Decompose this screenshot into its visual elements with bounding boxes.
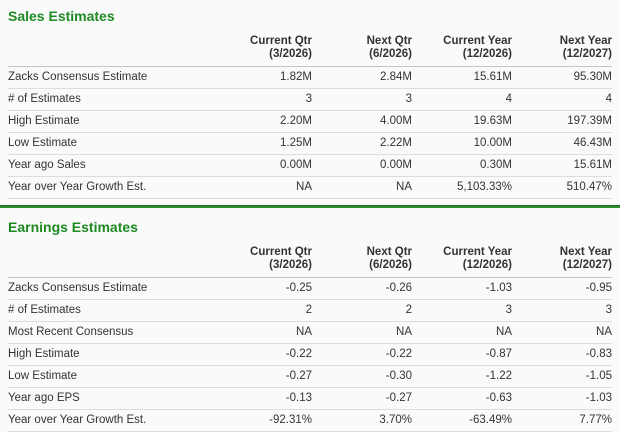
column-period-label: Current Year bbox=[443, 35, 512, 47]
column-period-label: Current Year bbox=[443, 246, 512, 258]
row-label: Zacks Consensus Estimate bbox=[8, 67, 212, 89]
cell-value: NA bbox=[512, 322, 612, 344]
table-row bbox=[8, 133, 612, 155]
column-date-label: (12/2026) bbox=[462, 259, 512, 271]
cell-value: 4 bbox=[412, 89, 512, 111]
cell-value: 5,103.33% bbox=[412, 177, 512, 199]
earnings-estimates-table bbox=[8, 244, 612, 432]
cell-value: -0.27 bbox=[312, 388, 412, 410]
table-row bbox=[8, 177, 612, 199]
cell-value: 19.63M bbox=[412, 111, 512, 133]
earnings-estimates-title: Earnings Estimates bbox=[8, 219, 138, 235]
cell-value: -0.95 bbox=[512, 278, 612, 300]
row-label: # of Estimates bbox=[8, 300, 212, 322]
cell-value: -92.31% bbox=[212, 410, 312, 432]
column-header bbox=[212, 244, 312, 278]
column-header bbox=[512, 244, 612, 278]
cell-value: -0.30 bbox=[312, 366, 412, 388]
cell-value: 2.22M bbox=[312, 133, 412, 155]
row-label: High Estimate bbox=[8, 344, 212, 366]
cell-value: 3 bbox=[512, 300, 612, 322]
table-row bbox=[8, 67, 612, 89]
column-period-label: Current Qtr bbox=[250, 246, 312, 258]
column-date-label: (12/2026) bbox=[462, 48, 512, 60]
cell-value: 2.20M bbox=[212, 111, 312, 133]
row-label: Year over Year Growth Est. bbox=[8, 177, 212, 199]
table-row bbox=[8, 155, 612, 177]
cell-value: -1.03 bbox=[412, 278, 512, 300]
header-corner-cell bbox=[8, 33, 212, 67]
table-body bbox=[8, 67, 612, 199]
cell-value: 4 bbox=[512, 89, 612, 111]
table-row bbox=[8, 300, 612, 322]
cell-value: 2 bbox=[312, 300, 412, 322]
earnings-estimates-section bbox=[8, 219, 612, 432]
cell-value: -0.27 bbox=[212, 366, 312, 388]
row-label: Year over Year Growth Est. bbox=[8, 410, 212, 432]
cell-value: 3 bbox=[312, 89, 412, 111]
sales-estimates-title: Sales Estimates bbox=[8, 8, 115, 24]
column-date-label: (3/2026) bbox=[269, 48, 312, 60]
cell-value: -1.03 bbox=[512, 388, 612, 410]
row-label: Low Estimate bbox=[8, 366, 212, 388]
cell-value: 15.61M bbox=[512, 155, 612, 177]
row-label: Year ago Sales bbox=[8, 155, 212, 177]
cell-value: 10.00M bbox=[412, 133, 512, 155]
column-header bbox=[312, 33, 412, 67]
cell-value: NA bbox=[312, 177, 412, 199]
cell-value: 0.00M bbox=[312, 155, 412, 177]
table-row bbox=[8, 388, 612, 410]
table-row bbox=[8, 111, 612, 133]
row-label: Low Estimate bbox=[8, 133, 212, 155]
cell-value: 2.84M bbox=[312, 67, 412, 89]
cell-value: -0.63 bbox=[412, 388, 512, 410]
cell-value: -0.25 bbox=[212, 278, 312, 300]
cell-value: 4.00M bbox=[312, 111, 412, 133]
cell-value: 197.39M bbox=[512, 111, 612, 133]
cell-value: -0.26 bbox=[312, 278, 412, 300]
cell-value: -0.22 bbox=[312, 344, 412, 366]
cell-value: 46.43M bbox=[512, 133, 612, 155]
header-row bbox=[8, 33, 612, 67]
table-row bbox=[8, 344, 612, 366]
sales-estimates-table bbox=[8, 33, 612, 199]
table-row bbox=[8, 278, 612, 300]
cell-value: NA bbox=[212, 177, 312, 199]
cell-value: -0.83 bbox=[512, 344, 612, 366]
table-row bbox=[8, 410, 612, 432]
cell-value: 7.77% bbox=[512, 410, 612, 432]
column-header bbox=[212, 33, 312, 67]
column-period-label: Next Qtr bbox=[366, 246, 412, 258]
cell-value: NA bbox=[412, 322, 512, 344]
header-corner-cell bbox=[8, 244, 212, 278]
cell-value: 0.30M bbox=[412, 155, 512, 177]
row-label: Year ago EPS bbox=[8, 388, 212, 410]
cell-value: 95.30M bbox=[512, 67, 612, 89]
column-header bbox=[312, 244, 412, 278]
table-header bbox=[8, 33, 612, 67]
cell-value: NA bbox=[212, 322, 312, 344]
column-date-label: (3/2026) bbox=[269, 259, 312, 271]
header-row bbox=[8, 244, 612, 278]
column-date-label: (12/2027) bbox=[562, 259, 612, 271]
cell-value: 0.00M bbox=[212, 155, 312, 177]
cell-value: 1.82M bbox=[212, 67, 312, 89]
row-label: High Estimate bbox=[8, 111, 212, 133]
column-header bbox=[412, 33, 512, 67]
cell-value: -0.22 bbox=[212, 344, 312, 366]
cell-value: -1.05 bbox=[512, 366, 612, 388]
cell-value: NA bbox=[312, 322, 412, 344]
row-label: Zacks Consensus Estimate bbox=[8, 278, 212, 300]
table-header bbox=[8, 244, 612, 278]
cell-value: -0.87 bbox=[412, 344, 512, 366]
cell-value: 3.70% bbox=[312, 410, 412, 432]
cell-value: 1.25M bbox=[212, 133, 312, 155]
sales-estimates-section bbox=[8, 8, 612, 199]
cell-value: 3 bbox=[212, 89, 312, 111]
column-date-label: (6/2026) bbox=[369, 48, 412, 60]
column-period-label: Next Year bbox=[559, 35, 612, 47]
table-body bbox=[8, 278, 612, 432]
cell-value: 15.61M bbox=[412, 67, 512, 89]
row-label: # of Estimates bbox=[8, 89, 212, 111]
column-date-label: (12/2027) bbox=[562, 48, 612, 60]
row-label: Most Recent Consensus bbox=[8, 322, 212, 344]
cell-value: 510.47% bbox=[512, 177, 612, 199]
cell-value: -63.49% bbox=[412, 410, 512, 432]
column-period-label: Current Qtr bbox=[250, 35, 312, 47]
table-row bbox=[8, 366, 612, 388]
cell-value: 3 bbox=[412, 300, 512, 322]
cell-value: -0.13 bbox=[212, 388, 312, 410]
cell-value: 2 bbox=[212, 300, 312, 322]
section-divider bbox=[0, 205, 620, 208]
table-row bbox=[8, 322, 612, 344]
column-header bbox=[412, 244, 512, 278]
column-period-label: Next Qtr bbox=[366, 35, 412, 47]
column-header bbox=[512, 33, 612, 67]
column-period-label: Next Year bbox=[559, 246, 612, 258]
cell-value: -1.22 bbox=[412, 366, 512, 388]
column-date-label: (6/2026) bbox=[369, 259, 412, 271]
table-row bbox=[8, 89, 612, 111]
